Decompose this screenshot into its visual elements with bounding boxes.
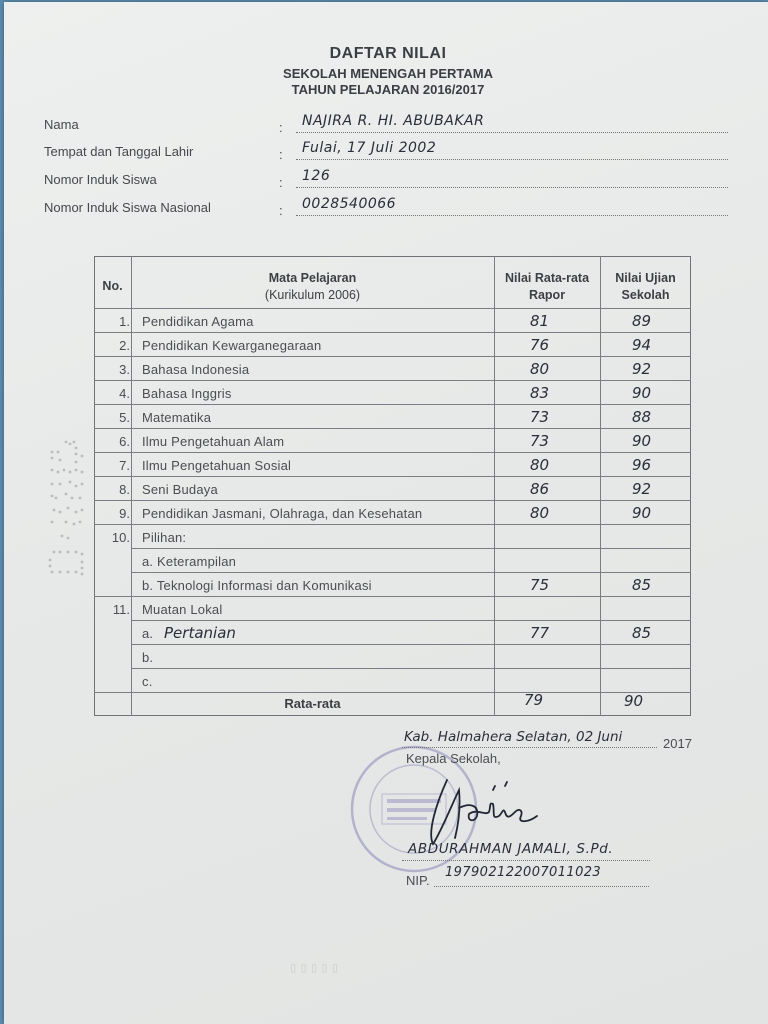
column-divider <box>131 256 132 716</box>
identity-value: 0028540066 <box>302 196 397 212</box>
document-title: DAFTAR NILAI <box>329 45 447 62</box>
identity-label: Nama <box>44 117 79 132</box>
row-divider <box>94 500 691 501</box>
rapor-score: 76 <box>530 336 550 354</box>
ujian-score: 92 <box>632 480 652 498</box>
row-number: 11. <box>112 602 130 617</box>
header-curriculum: (Kurikulum 2006) <box>264 288 361 302</box>
ujian-score: 85 <box>632 576 652 594</box>
ujian-score: 88 <box>632 408 652 426</box>
row-divider <box>94 452 691 453</box>
subject-name: c. <box>142 674 153 689</box>
subject-name: Muatan Lokal <box>142 602 223 617</box>
signature-title: Kepala Sekolah, <box>406 751 501 766</box>
row-divider <box>94 476 691 477</box>
identity-label: Nomor Induk Siswa Nasional <box>44 200 211 215</box>
row-divider <box>94 692 691 693</box>
ujian-score: 89 <box>632 312 652 330</box>
identity-value: NAJIRA R. HI. ABUBAKAR <box>302 113 485 129</box>
column-divider <box>600 256 601 716</box>
header-rapor-2: Rapor <box>528 288 566 302</box>
header-no: No. <box>102 279 123 293</box>
identity-colon: : <box>279 203 283 218</box>
row-number: 4. <box>119 386 130 401</box>
rapor-score: 80 <box>530 504 550 522</box>
identity-value: Fulai, 17 Juli 2002 <box>302 140 437 156</box>
row-divider <box>94 356 691 357</box>
subject-name: Ilmu Pengetahuan Sosial <box>142 458 292 473</box>
subject-name: b. <box>142 650 154 665</box>
row-divider <box>94 308 691 309</box>
signature-place-date: Kab. Halmahera Selatan, 02 Juni <box>404 729 623 745</box>
identity-row-nisn <box>4 197 768 217</box>
rapor-score: 73 <box>530 432 550 450</box>
ujian-score: 94 <box>632 336 652 354</box>
nip-label: NIP. <box>406 873 430 888</box>
header-ujian: Nilai Ujian <box>615 271 676 285</box>
row-number: 9. <box>119 506 130 521</box>
identity-colon: : <box>279 175 283 190</box>
row-number: 6. <box>119 434 130 449</box>
column-divider <box>494 256 495 716</box>
subject-name: a. <box>142 626 154 641</box>
average-rapor: 79 <box>524 691 544 709</box>
show-through-mark: ▯▯▯▯▯ <box>289 961 342 977</box>
subject-name: Ilmu Pengetahuan Alam <box>142 434 285 449</box>
ujian-score: 92 <box>632 360 652 378</box>
identity-label: Tempat dan Tanggal Lahir <box>44 144 194 159</box>
row-divider <box>94 332 691 333</box>
row-number: 10. <box>111 530 130 545</box>
ujian-score: 96 <box>632 456 652 474</box>
dotted-line <box>402 747 657 748</box>
school-level: SEKOLAH MENENGAH PERTAMA <box>283 66 493 81</box>
grade-table <box>94 256 691 716</box>
signature-year: 2017 <box>663 736 692 751</box>
identity-row-birth <box>4 141 768 161</box>
subject-handwritten: Pertanian <box>164 624 236 642</box>
row-divider <box>131 572 691 573</box>
dotted-line <box>296 187 728 188</box>
embossed-dots <box>46 438 86 578</box>
subject-name: Pilihan: <box>142 530 187 545</box>
row-divider <box>94 596 691 597</box>
row-number: 3. <box>119 362 130 377</box>
identity-value: 126 <box>302 168 331 184</box>
subject-name: Pendidikan Agama <box>142 314 254 329</box>
row-number: 2. <box>119 338 130 353</box>
row-divider <box>131 668 691 669</box>
row-number: 1. <box>119 314 130 329</box>
academic-year: TAHUN PELAJARAN 2016/2017 <box>291 82 485 97</box>
row-divider <box>94 404 691 405</box>
dotted-line <box>296 159 728 160</box>
nip-value: 197902122007011023 <box>445 865 602 880</box>
rapor-score: 73 <box>530 408 550 426</box>
average-label: Rata-rata <box>284 696 341 711</box>
subject-name: Seni Budaya <box>142 482 218 497</box>
rapor-score: 75 <box>530 576 550 594</box>
ujian-score: 90 <box>632 504 652 522</box>
ujian-score: 90 <box>632 432 652 450</box>
subject-name: Pendidikan Kewarganegaraan <box>142 338 322 353</box>
identity-colon: : <box>279 120 283 135</box>
row-divider <box>131 620 691 621</box>
row-number: 5. <box>119 410 130 425</box>
dotted-line <box>434 886 649 887</box>
row-divider <box>131 644 691 645</box>
row-number: 7. <box>119 458 130 473</box>
rapor-score: 81 <box>530 312 550 330</box>
rapor-score: 80 <box>530 360 550 378</box>
subject-name: Pendidikan Jasmani, Olahraga, dan Kesehatan <box>142 506 423 521</box>
dotted-line <box>296 132 728 133</box>
header-rapor: Nilai Rata-rata <box>504 271 590 285</box>
headmaster-name: ABDURAHMAN JAMALI, S.Pd. <box>408 841 614 857</box>
signature-scribble <box>419 772 559 852</box>
row-divider <box>94 428 691 429</box>
header-ujian-2: Sekolah <box>621 288 670 302</box>
identity-label: Nomor Induk Siswa <box>44 172 157 187</box>
rapor-score: 86 <box>530 480 550 498</box>
subject-name: Matematika <box>142 410 212 425</box>
dotted-line <box>402 860 650 861</box>
row-number: 8. <box>119 482 130 497</box>
rapor-score: 80 <box>530 456 550 474</box>
dotted-line <box>296 215 728 216</box>
rapor-score: 77 <box>530 624 550 642</box>
row-divider <box>131 548 691 549</box>
row-divider <box>94 380 691 381</box>
identity-row-name <box>4 114 768 134</box>
ujian-score: 85 <box>632 624 652 642</box>
subject-name: Bahasa Indonesia <box>142 362 250 377</box>
subject-name: a. Keterampilan <box>142 554 237 569</box>
row-divider <box>94 524 691 525</box>
subject-name: Bahasa Inggris <box>142 386 232 401</box>
grade-sheet-paper <box>4 2 768 1024</box>
subject-name: b. Teknologi Informasi dan Komunikasi <box>142 578 372 593</box>
rapor-score: 83 <box>530 384 550 402</box>
header-subject: Mata Pelajaran <box>268 271 357 285</box>
identity-colon: : <box>279 147 283 162</box>
average-ujian: 90 <box>624 692 644 710</box>
identity-row-nis <box>4 169 768 189</box>
ujian-score: 90 <box>632 384 652 402</box>
